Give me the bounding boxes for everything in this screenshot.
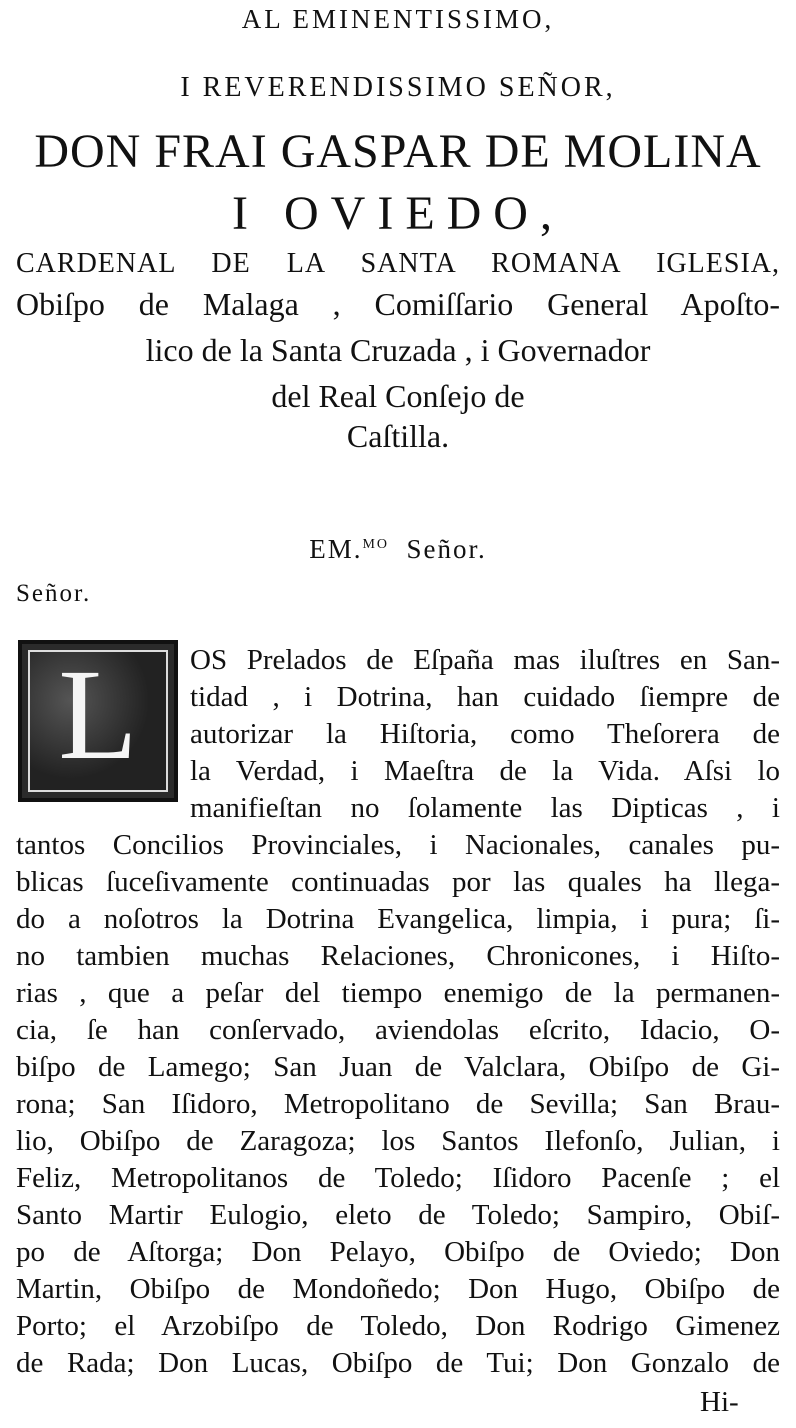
dedication-line-1: AL EMINENTISSIMO,: [241, 4, 555, 34]
body-line: Porto; el Arzobiſpo de Toledo, Don Rodrigo Gimenez: [16, 1310, 780, 1342]
salutation-superscript: MO: [362, 537, 390, 552]
body-line: rias , que a peſar del tiempo enemigo de la permanen-: [16, 977, 780, 1009]
body-line: manifieſtan no ſolamente las Dipticas , i: [190, 792, 780, 824]
body-line: tidad , i Dotrina, han cuidado ſiempre de: [190, 681, 780, 713]
dedicatee-office-line-2: lico de la Santa Cruzada , i Governador: [145, 332, 651, 368]
decorated-initial: [18, 640, 178, 802]
catchword: Hi-: [700, 1386, 739, 1418]
body-line: cia, ſe han conſervado, aviendolas eſcrito, Idacio, O-: [16, 1014, 780, 1046]
body-line: autorizar la Hiſtoria, como Theſorera de: [190, 718, 780, 750]
body-line: de Rada; Don Lucas, Obiſpo de Tui; Don Gonzalo de: [16, 1347, 780, 1379]
dedicatee-office-line-1: Obiſpo de Malaga , Comiſſario General Apoſto-: [16, 286, 780, 322]
salutation-senor: Señor.: [406, 534, 487, 564]
body-line: Feliz, Metropolitanos de Toledo; Iſidoro Pacenſe ; el: [16, 1162, 780, 1194]
salutation-em: EM.: [309, 534, 363, 564]
body-line: lio, Obiſpo de Zaragoza; los Santos Ilefonſo, Julian, i: [16, 1125, 780, 1157]
address-senor: Señor.: [16, 580, 92, 607]
body-line: Santo Martir Eulogio, eleto de Toledo; Sampiro, Obiſ-: [16, 1199, 780, 1231]
body-line: blicas ſuceſivamente continuadas por las quales ha llega-: [16, 866, 780, 898]
dedicatee-office-line-4: Caſtilla.: [346, 418, 450, 454]
dedicatee-title: CARDENAL DE LA SANTA ROMANA IGLESIA,: [16, 248, 780, 279]
body-line: la Verdad, i Maeſtra de la Vida. Aſsi lo: [190, 755, 780, 787]
body-line: po de Aſtorga; Don Pelayo, Obiſpo de Oviedo; Don: [16, 1236, 780, 1268]
body-line: biſpo de Lamego; San Juan de Valclara, Obiſpo de Gi-: [16, 1051, 780, 1083]
body-line: no tambien muchas Relaciones, Chronicones, i Hiſto-: [16, 940, 780, 972]
body-line: OS Prelados de Eſpaña mas iluſtres en San-: [190, 644, 780, 676]
dedicatee-office-line-3: del Real Conſejo de: [271, 378, 525, 414]
dedicatee-name-line-1: DON FRAI GASPAR DE MOLINA: [34, 125, 762, 178]
decorated-initial-letter: L: [58, 643, 138, 787]
dedicatee-name-line-2: I OVIEDO,: [232, 187, 564, 240]
body-line: do a noſotros la Dotrina Evangelica, limpia, i pura; ſi-: [16, 903, 780, 935]
dedication-line-2: I REVERENDISSIMO SEÑOR,: [180, 72, 616, 103]
body-line: tantos Concilios Provinciales, i Nacionales, canales pu-: [16, 829, 780, 861]
body-line: rona; San Iſidoro, Metropolitano de Sevilla; San Brau-: [16, 1088, 780, 1120]
salutation: [0, 534, 796, 565]
body-line: Martin, Obiſpo de Mondoñedo; Don Hugo, Obiſpo de: [16, 1273, 780, 1305]
